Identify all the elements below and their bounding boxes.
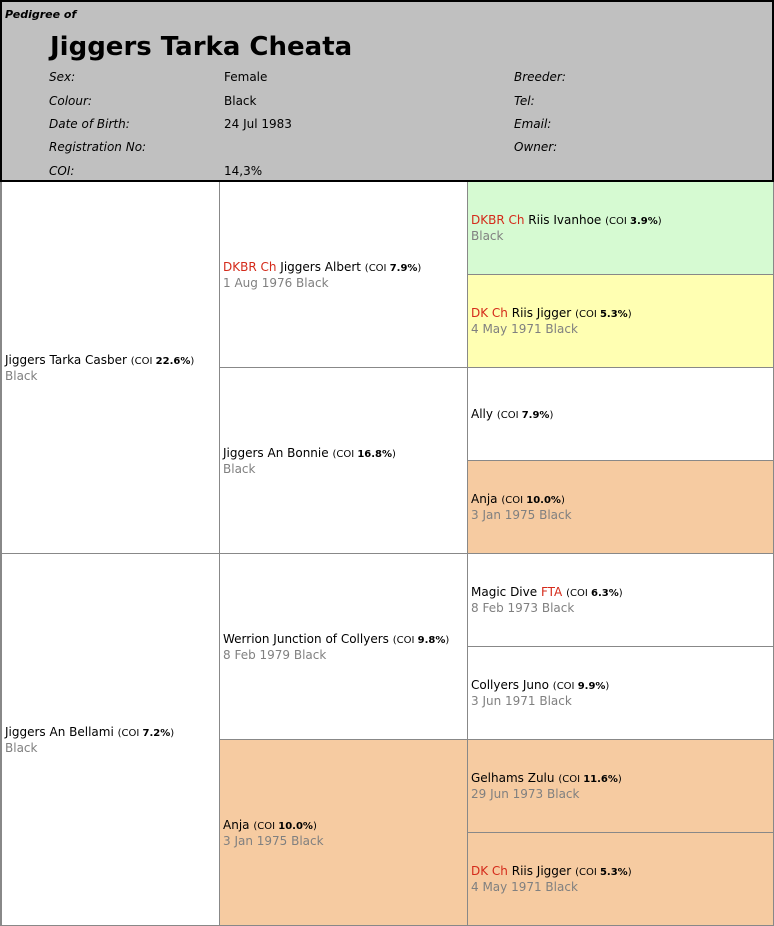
coi: (COI 5.3%) <box>575 309 632 320</box>
coi-value: 7.9% <box>521 410 550 421</box>
coi-value: 7.2% <box>142 727 171 739</box>
dog-name: Collyers Juno <box>471 678 549 692</box>
coi-value: 10.0% <box>278 820 313 832</box>
sex-label: Sex: <box>49 70 76 84</box>
owner-label: Owner: <box>514 140 558 154</box>
coi: (COI 11.6%) <box>558 774 622 785</box>
coi: (COI 5.3%) <box>575 867 632 878</box>
dog-name: Jiggers An Bellami <box>5 724 114 739</box>
coi: (COI 6.3%) <box>566 588 623 599</box>
coi-value: 3.9% <box>630 216 658 227</box>
coi-value: 7.9% <box>389 262 418 274</box>
suffix-title: FTA <box>537 585 563 599</box>
pedigree-of-label: Pedigree of <box>5 8 77 21</box>
dog-name: Riis Jigger <box>511 306 572 320</box>
dog-name: Magic Dive <box>471 585 538 599</box>
colour-label: Colour: <box>49 94 92 108</box>
coi: (COI 7.9%) <box>364 262 422 274</box>
dog-details: Black <box>5 368 38 383</box>
dog-name: Riis Ivanhoe <box>528 213 602 227</box>
email-label: Email: <box>514 117 552 131</box>
dog-details: 3 Jan 1975 Black <box>471 508 572 522</box>
coi-value: 5.3% <box>599 867 628 878</box>
registration-label: Registration No: <box>49 140 147 154</box>
dog-details: 8 Feb 1973 Black <box>471 601 575 615</box>
dam-dam-cell <box>220 740 468 926</box>
coi-value: 9.9% <box>577 681 606 692</box>
dam-sire-cell <box>220 554 468 740</box>
dsd-cell <box>468 647 774 740</box>
coi: (COI 3.9%) <box>605 216 662 227</box>
dog-details: 3 Jun 1971 Black <box>471 694 572 708</box>
coi: (COI 10.0%) <box>253 820 317 832</box>
dog-details: 29 Jun 1973 Black <box>471 787 580 801</box>
colour-value: Black <box>224 94 257 108</box>
tel-label: Tel: <box>514 94 535 108</box>
coi-value: 14,3% <box>224 164 263 178</box>
dog-details: Black <box>223 461 256 476</box>
dob-value: 24 Jul 1983 <box>224 117 292 131</box>
ssd-cell <box>468 275 774 368</box>
title: DK Ch <box>471 306 512 320</box>
sds-cell <box>468 368 774 461</box>
sex-value: Female <box>224 70 268 84</box>
coi: (COI 9.8%) <box>392 634 450 646</box>
dog-details: Black <box>471 229 504 243</box>
title: DK Ch <box>471 864 512 878</box>
coi: (COI 10.0%) <box>501 495 565 506</box>
dog-details: 1 Aug 1976 Black <box>223 275 329 290</box>
dog-name: Jiggers Tarka Casber <box>5 352 127 367</box>
dog-name: Ally <box>471 407 493 421</box>
coi: (COI 7.2%) <box>117 727 175 739</box>
ddd-cell <box>468 833 774 926</box>
coi-label: COI: <box>49 164 75 178</box>
coi-value: 5.3% <box>599 309 628 320</box>
coi: (COI 16.8%) <box>332 448 396 460</box>
dog-name: Anja <box>471 492 498 506</box>
coi: (COI 22.6%) <box>130 355 195 367</box>
sire-dam-cell <box>220 368 468 554</box>
dss-cell <box>468 554 774 647</box>
dog-details: 4 May 1971 Black <box>471 880 578 894</box>
dds-cell <box>468 740 774 833</box>
sss-cell <box>468 182 774 275</box>
coi: (COI 9.9%) <box>552 681 610 692</box>
coi-value: 9.8% <box>417 634 446 646</box>
sire-cell <box>0 182 220 554</box>
coi-value: 6.3% <box>590 588 619 599</box>
coi: (COI 7.9%) <box>496 410 554 421</box>
coi-value: 22.6% <box>155 355 191 367</box>
dog-details: 8 Feb 1979 Black <box>223 647 327 662</box>
coi-value: 10.0% <box>526 495 561 506</box>
dog-name: Jiggers Albert <box>280 259 361 274</box>
dog-name: Werrion Junction of Collyers <box>223 631 389 646</box>
dog-details: 3 Jan 1975 Black <box>223 833 324 848</box>
dog-name: Anja <box>223 817 250 832</box>
sdd-cell <box>468 461 774 554</box>
dog-name: Jiggers An Bonnie <box>223 445 329 460</box>
breeder-label: Breeder: <box>514 70 566 84</box>
dog-details: Black <box>5 740 38 755</box>
dog-title: Jiggers Tarka Cheata <box>50 32 353 62</box>
dog-details: 4 May 1971 Black <box>471 322 578 336</box>
dam-cell <box>0 554 220 926</box>
pedigree-header <box>0 0 774 182</box>
coi-value: 11.6% <box>583 774 618 785</box>
dog-name: Gelhams Zulu <box>471 771 555 785</box>
title: DKBR Ch <box>471 213 529 227</box>
coi-value: 16.8% <box>357 448 393 460</box>
title: DKBR Ch <box>223 259 281 274</box>
dob-label: Date of Birth: <box>49 117 130 131</box>
dog-name: Riis Jigger <box>511 864 572 878</box>
sire-sire-cell <box>220 182 468 368</box>
